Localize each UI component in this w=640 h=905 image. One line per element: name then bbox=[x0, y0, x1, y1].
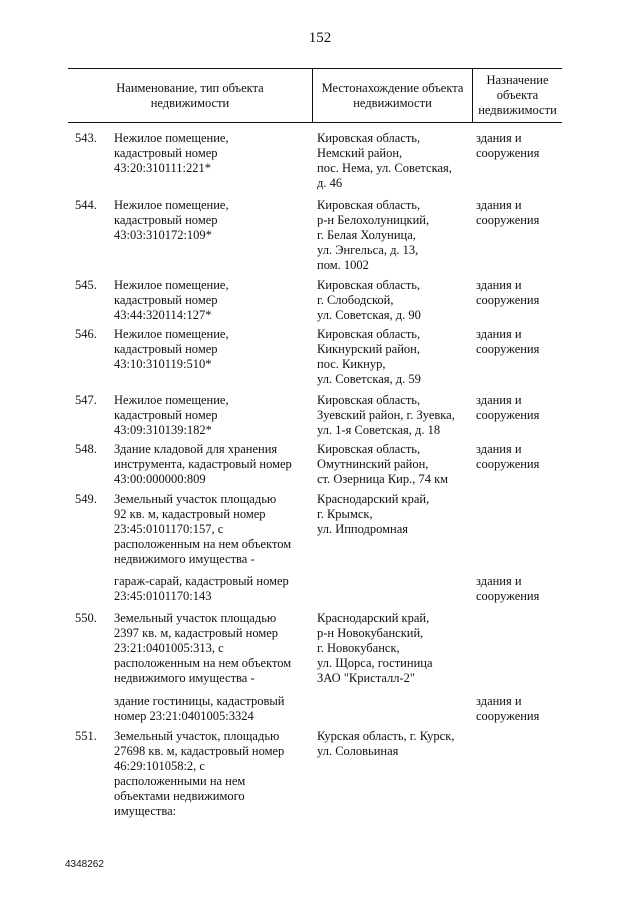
object-purpose: здания и сооружения bbox=[476, 574, 540, 603]
object-location: Кировская область, Омутнинский район, ст. Озерница Кир., 74 км bbox=[317, 442, 449, 486]
row-number: 545. bbox=[75, 278, 97, 292]
object-purpose: здания и сооружения bbox=[476, 442, 540, 471]
table-row bbox=[0, 393, 640, 442]
object-location: Краснодарский край, р-н Новокубанский, г. Новокубанск, ул. Щорса, гостиница ЗАО "Кристалл-2" bbox=[317, 611, 433, 685]
row-number: 543. bbox=[75, 131, 97, 145]
object-location: Курская область, г. Курск, ул. Соловьиная bbox=[317, 729, 455, 758]
row-number: 549. bbox=[75, 492, 97, 506]
row-number: 551. bbox=[75, 729, 97, 743]
table-row bbox=[0, 729, 640, 824]
object-location: Кировская область, р-н Белохолуницкий, г. Белая Холуница, ул. Энгельса, д. 13, пом. 1002 bbox=[317, 198, 430, 272]
object-name: Нежилое помещение, кадастровый номер 43:10:310119:510* bbox=[114, 327, 229, 371]
object-name: Нежилое помещение, кадастровый номер 43:09:310139:182* bbox=[114, 393, 229, 437]
table-row bbox=[0, 442, 640, 492]
row-number: 548. bbox=[75, 442, 97, 456]
table-header bbox=[68, 68, 562, 123]
footer-code: 4348262 bbox=[65, 859, 104, 870]
object-purpose: здания и сооружения bbox=[476, 131, 540, 160]
object-purpose: здания и сооружения bbox=[476, 694, 540, 723]
object-name: Земельный участок, площадью 27698 кв. м, кадастровый номер 46:29:101058:2, с расположенными на нем объектами недвижимого имущества: bbox=[114, 729, 285, 818]
table-row bbox=[0, 574, 640, 611]
object-name: Нежилое помещение, кадастровый номер 43:03:310172:109* bbox=[114, 198, 229, 242]
header-name: Наименование, тип объекта недвижимости bbox=[116, 80, 264, 110]
table-body bbox=[0, 131, 640, 824]
object-name: здание гостиницы, кадастровый номер 23:21:0401005:3324 bbox=[114, 694, 285, 723]
object-name: Здание кладовой для хранения инструмента, кадастровый номер 43:00:000000:809 bbox=[114, 442, 292, 486]
object-location: Кировская область, Немский район, пос. Нема, ул. Советская, д. 46 bbox=[317, 131, 452, 190]
object-location: Кировская область, г. Слободской, ул. Советская, д. 90 bbox=[317, 278, 421, 322]
table-row bbox=[0, 198, 640, 278]
object-name: Нежилое помещение, кадастровый номер 43:44:320114:127* bbox=[114, 278, 229, 322]
table-row bbox=[0, 131, 640, 198]
row-number: 546. bbox=[75, 327, 97, 341]
table-row bbox=[0, 492, 640, 574]
object-purpose: здания и сооружения bbox=[476, 278, 540, 307]
page-number: 152 bbox=[308, 30, 332, 46]
object-name: Земельный участок площадью 92 кв. м, кадастровый номер 23:45:0101170:157, с расположенным на нем объектом недвижимого имущества - bbox=[114, 492, 292, 566]
row-number: 544. bbox=[75, 198, 97, 212]
object-location: Краснодарский край, г. Крымск, ул. Ипподромная bbox=[317, 492, 430, 536]
table-row bbox=[0, 278, 640, 327]
object-name: Земельный участок площадью 2397 кв. м, кадастровый номер 23:21:0401005:313, с расположенным на нем объектом недвижимого имущества - bbox=[114, 611, 292, 685]
header-purpose: Назначение объекта недвижимости bbox=[478, 73, 557, 117]
object-purpose: здания и сооружения bbox=[476, 393, 540, 422]
table-row bbox=[0, 327, 640, 393]
object-name: гараж-сарай, кадастровый номер 23:45:0101170:143 bbox=[114, 574, 289, 603]
row-number: 550. bbox=[75, 611, 97, 625]
object-purpose: здания и сооружения bbox=[476, 327, 540, 356]
object-location: Кировская область, Кикнурский район, пос. Кикнур, ул. Советская, д. 59 bbox=[317, 327, 421, 386]
table-row bbox=[0, 611, 640, 694]
object-location: Кировская область, Зуевский район, г. Зуевка, ул. 1-я Советская, д. 18 bbox=[317, 393, 455, 437]
table-row bbox=[0, 694, 640, 729]
header-location: Местонахождение объекта недвижимости bbox=[321, 80, 464, 110]
row-number: 547. bbox=[75, 393, 97, 407]
object-name: Нежилое помещение, кадастровый номер 43:20:310111:221* bbox=[114, 131, 229, 175]
object-purpose: здания и сооружения bbox=[476, 198, 540, 227]
